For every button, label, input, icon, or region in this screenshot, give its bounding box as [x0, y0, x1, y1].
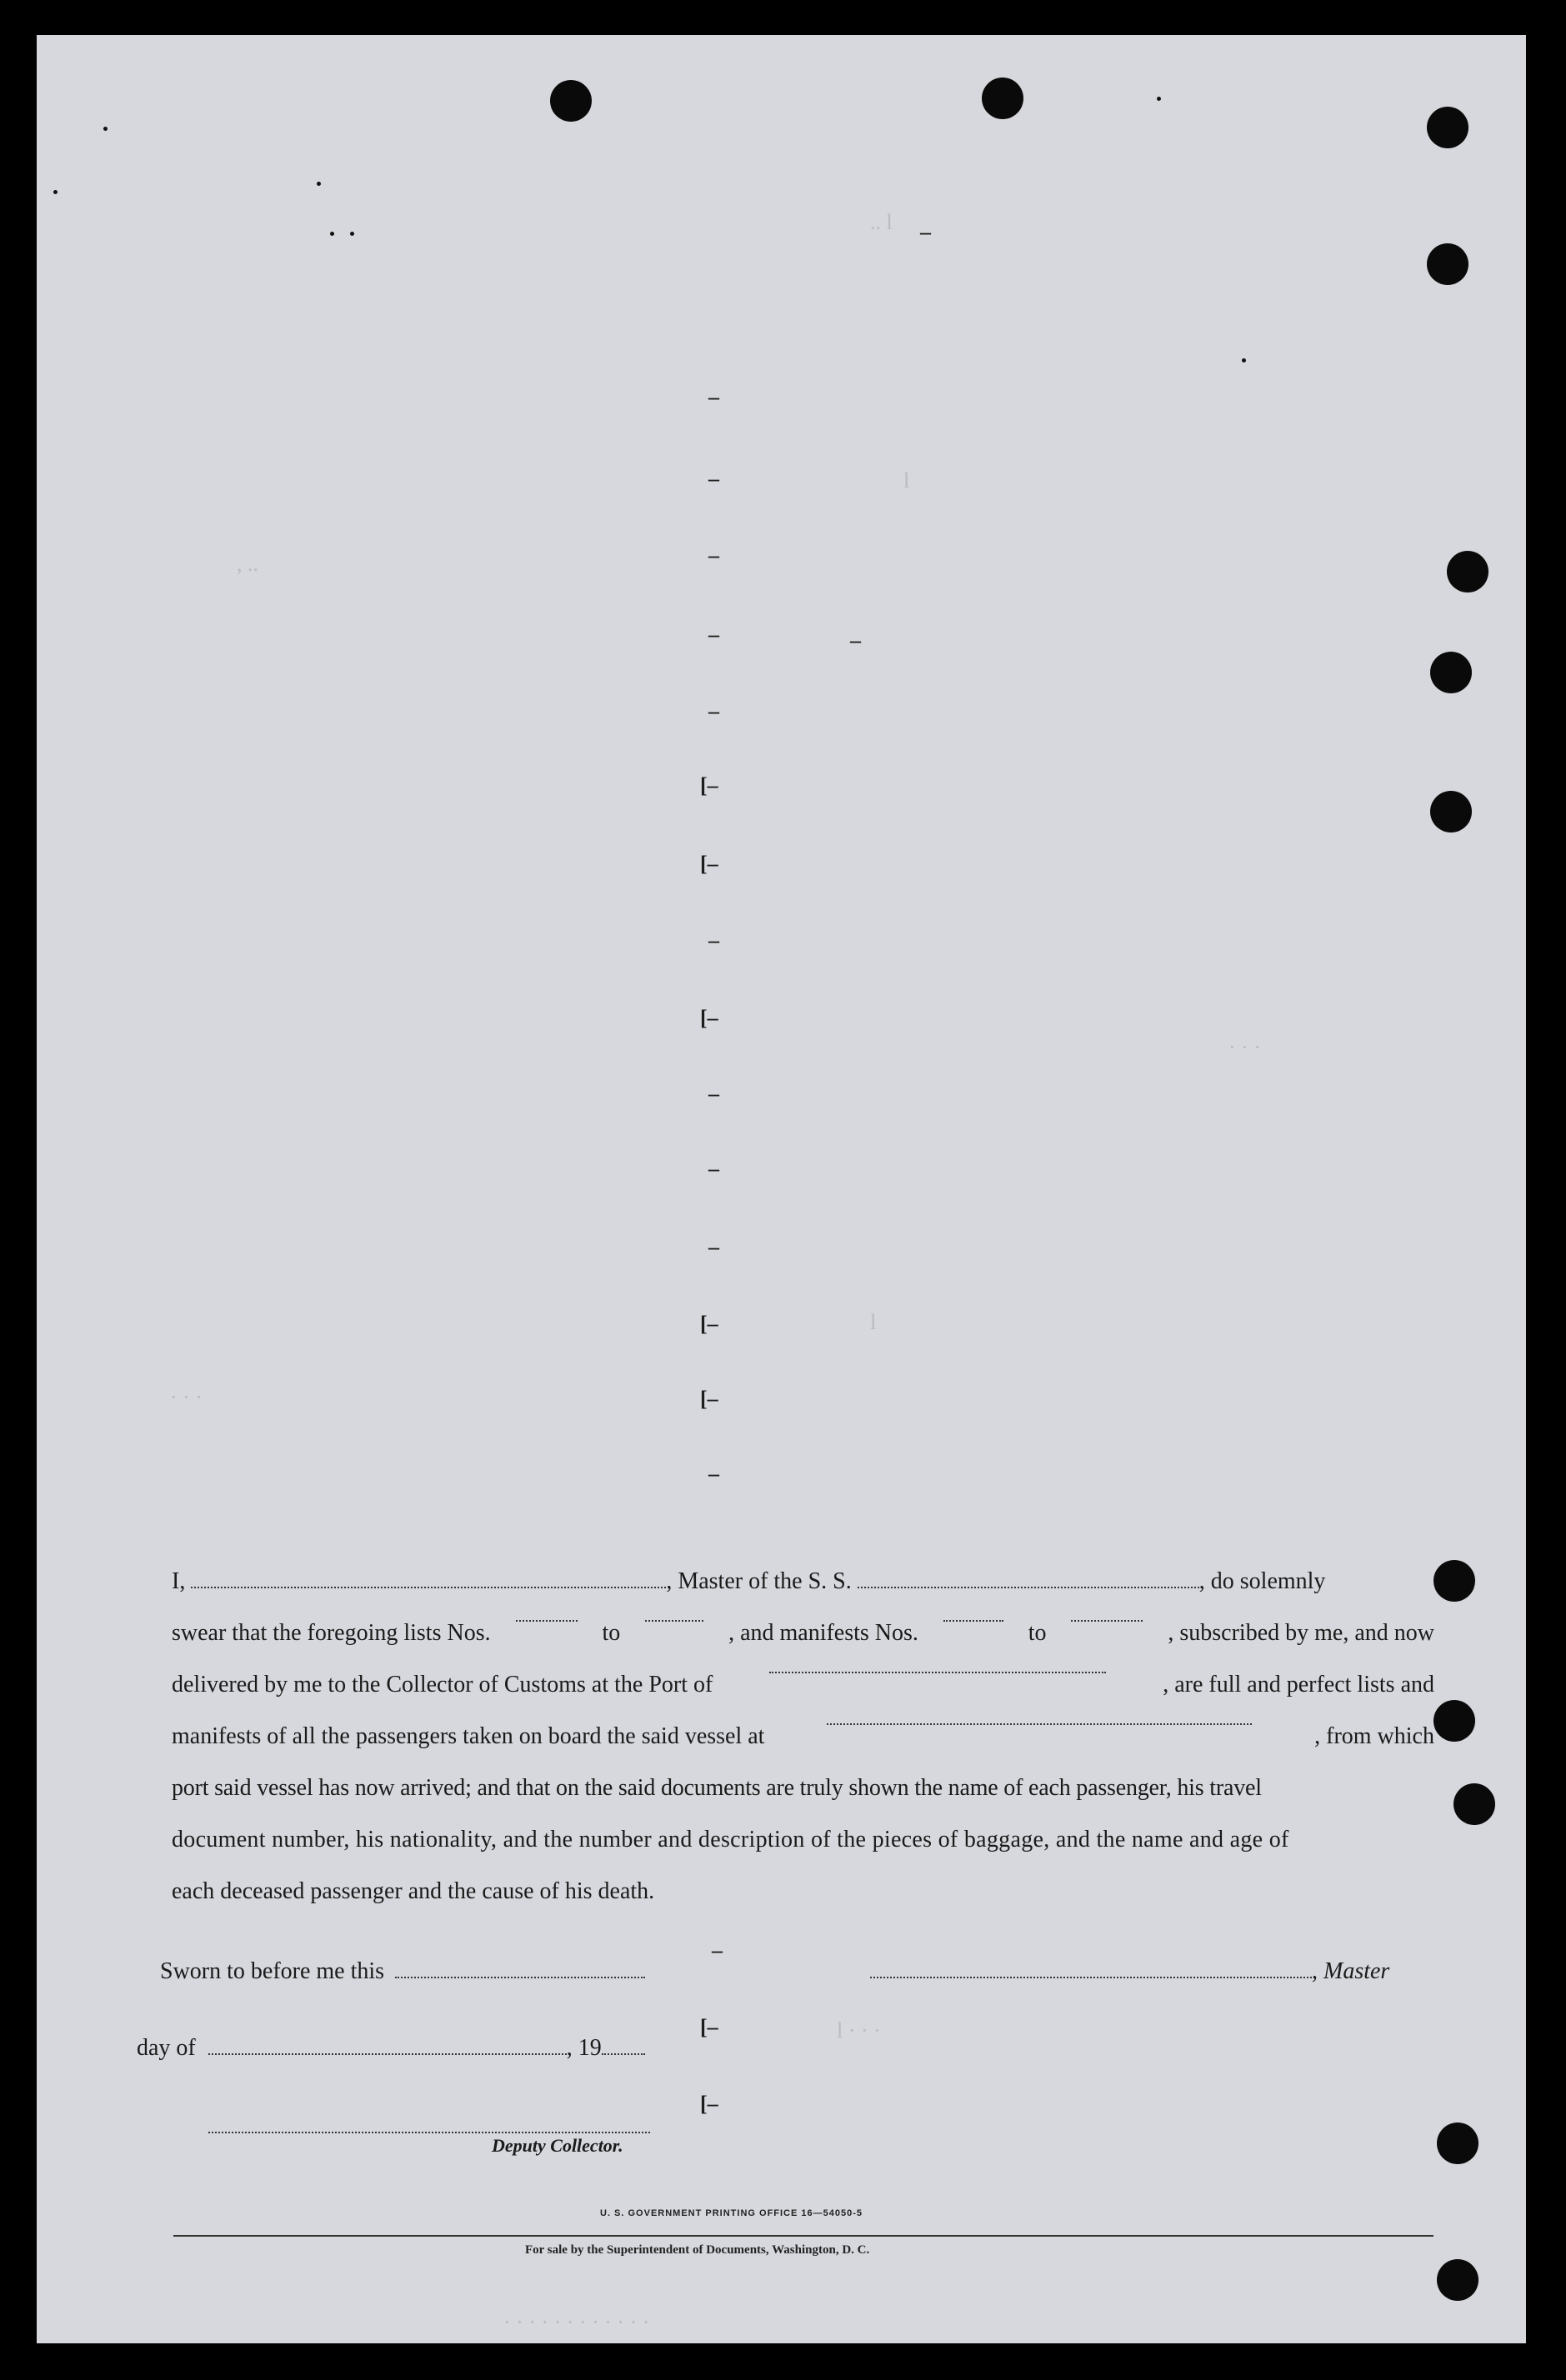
faded-mark: l: [903, 468, 910, 492]
form-page: [37, 35, 1526, 2343]
day-of-label: day of: [137, 2035, 196, 2061]
departure-port-blank[interactable]: [827, 1723, 1252, 1725]
column-mark: –: [708, 1235, 719, 1259]
sworn-date-blank[interactable]: [395, 1977, 645, 1978]
punch-hole: [550, 80, 592, 122]
oath-line-3: [172, 1672, 1434, 1698]
oath-text: , and manifests Nos.: [728, 1620, 918, 1646]
speck: [53, 190, 58, 194]
speck: [330, 232, 334, 236]
column-mark: –: [708, 543, 719, 568]
punch-hole: [1430, 652, 1472, 693]
column-mark: [–: [700, 1387, 718, 1411]
column-mark: –: [708, 385, 719, 409]
oath-text: , do solemnly: [1198, 1568, 1326, 1594]
list-to-blank[interactable]: [645, 1620, 703, 1622]
column-mark: –: [708, 1462, 719, 1486]
column-mark: –: [920, 220, 931, 244]
oath-line-6: document number, his nationality, and the number and description of the pieces of baggage, and the name and age of: [172, 1827, 1289, 1852]
speck: [350, 232, 354, 236]
punch-hole: [1453, 1783, 1495, 1825]
oath-line-4: [172, 1723, 1434, 1750]
speck: [1242, 358, 1246, 362]
year-label: , 19: [566, 2035, 602, 2061]
faded-mark: · · ·: [170, 1385, 203, 1409]
column-mark: [–: [700, 773, 718, 798]
oath-line-2: [172, 1620, 1434, 1647]
punch-hole: [1433, 1700, 1475, 1742]
oath-text: , Master of the S. S.: [666, 1568, 852, 1594]
column-mark: –: [850, 628, 861, 652]
punch-hole: [1433, 1560, 1475, 1602]
faded-mark: , ..: [237, 552, 258, 576]
year-blank[interactable]: [602, 2053, 645, 2055]
master-signature-line: [870, 1958, 1389, 1985]
port-blank[interactable]: [769, 1672, 1106, 1673]
oath-text: delivered by me to the Collector of Customs at the Port of: [172, 1672, 713, 1698]
punch-hole: [1430, 791, 1472, 832]
sworn-label: Sworn to before me this: [160, 1958, 385, 1984]
oath-text: manifests of all the passengers taken on board the said vessel at: [172, 1723, 765, 1749]
punch-hole: [982, 78, 1023, 119]
speck: [103, 127, 108, 131]
column-mark: –: [708, 699, 719, 723]
manifest-from-blank[interactable]: [943, 1620, 1003, 1622]
master-label: , Master: [1312, 1958, 1390, 1984]
column-mark: –: [712, 1938, 723, 1962]
faded-mark: l: [870, 1310, 877, 1334]
punch-hole: [1427, 243, 1468, 285]
column-mark: [–: [700, 1006, 718, 1030]
oath-line-1: [172, 1568, 1434, 1595]
day-blank[interactable]: [208, 2053, 567, 2055]
speck: [317, 182, 321, 186]
manifest-to-blank[interactable]: [1071, 1620, 1143, 1622]
for-sale-note: For sale by the Superintendent of Documents, Washington, D. C.: [525, 2243, 870, 2257]
faded-mark: · · · · · · · · · · · ·: [503, 2310, 650, 2334]
master-signature-blank[interactable]: [870, 1977, 1312, 1978]
column-mark: –: [708, 467, 719, 491]
punch-hole: [1447, 551, 1488, 592]
column-mark: [–: [700, 1312, 718, 1336]
vessel-blank[interactable]: [858, 1587, 1199, 1588]
list-from-blank[interactable]: [516, 1620, 578, 1622]
oath-text: swear that the foregoing lists Nos.: [172, 1620, 491, 1646]
oath-text: to: [602, 1620, 621, 1646]
oath-text: , are full and perfect lists and: [1163, 1672, 1434, 1698]
faded-mark: .. l: [870, 210, 893, 234]
column-mark: –: [708, 622, 719, 647]
punch-hole: [1437, 2259, 1478, 2301]
column-mark: –: [708, 928, 719, 952]
column-mark: [–: [700, 2092, 718, 2116]
oath-text: , subscribed by me, and now: [1168, 1620, 1434, 1646]
oath-line-5: port said vessel has now arrived; and that on the said documents are truly shown the name of each passenger, his travel: [172, 1775, 1262, 1801]
deputy-label: Deputy Collector.: [492, 2135, 623, 2156]
faded-mark: · · ·: [1228, 1035, 1261, 1059]
oath-text: I,: [172, 1568, 186, 1594]
footer-rule: [173, 2235, 1433, 2237]
printing-office-imprint: U. S. GOVERNMENT PRINTING OFFICE 16—54050-5: [600, 2208, 863, 2218]
punch-hole: [1437, 2122, 1478, 2164]
oath-text: to: [1028, 1620, 1047, 1646]
deputy-signature-blank[interactable]: [208, 2132, 650, 2133]
day-line: [137, 2035, 645, 2062]
column-mark: –: [708, 1082, 719, 1106]
speck: [1157, 97, 1161, 101]
column-mark: –: [708, 1157, 719, 1181]
punch-hole: [1427, 107, 1468, 148]
faded-mark: l · · ·: [837, 2018, 881, 2042]
name-blank[interactable]: [191, 1587, 666, 1588]
column-mark: [–: [700, 852, 718, 876]
column-mark: [–: [700, 2015, 718, 2039]
oath-line-7: each deceased passenger and the cause of his death.: [172, 1878, 655, 1904]
sworn-line: [160, 1958, 645, 1985]
oath-text: , from which: [1314, 1723, 1434, 1749]
